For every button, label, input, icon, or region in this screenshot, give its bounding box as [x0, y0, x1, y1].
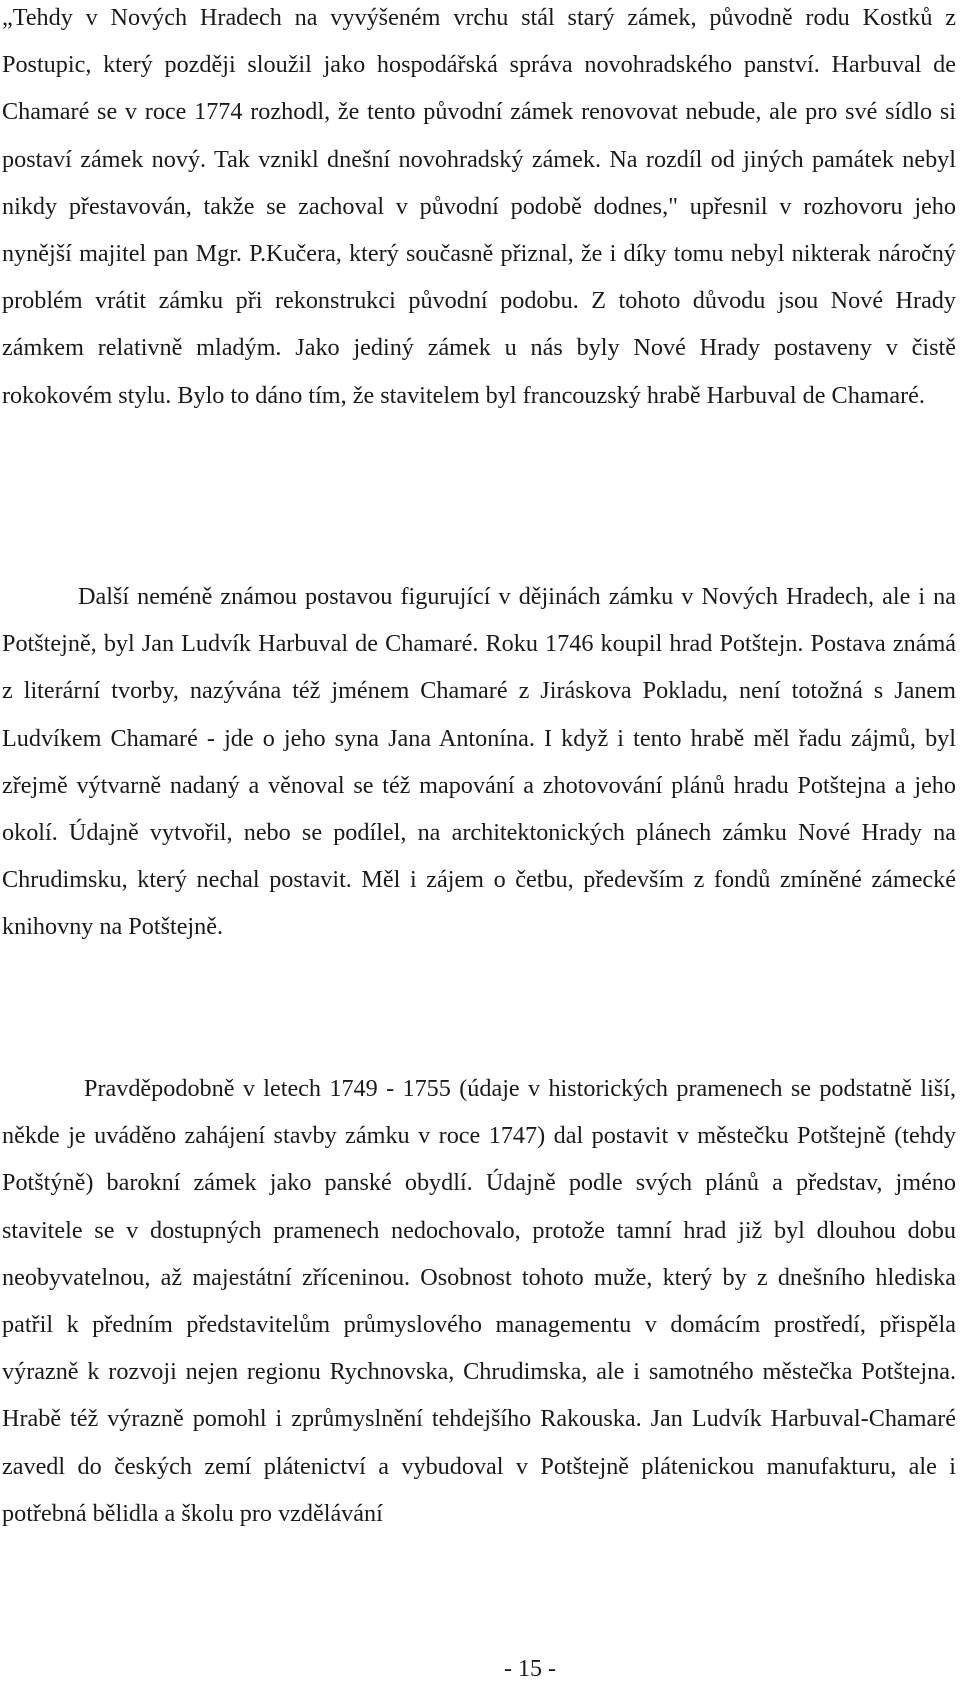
- paragraph-novohradsky-zamek: „Tehdy v Nových Hradech na vyvýšeném vrchu stál starý zámek, původně rodu Kostků z Postupic, který později sloužil jako hospodářská správa novohradského panství. Harbuval de Chamaré se v roce 1774 rozhodl, že tento původní zámek renovovat nebude, ale pro své sídlo si postaví zámek nový. Tak vznikl dnešní novohradský zámek. Na rozdíl od jiných památek nebyl nikdy přestavován, takže se zachoval v původní podobě dodnes," upřesnil v rozhovoru jeho nynější majitel pan Mgr. P.Kučera, který současně přiznal, že i díky tomu nebyl nikterak náročný problém vrátit zámku při rekonstrukci původní podobu. Z tohoto důvodu jsou Nové Hrady zámkem relativně mladým. Jako jediný zámek u nás byly Nové Hrady postaveny v čistě rokokovém stylu. Bylo to dáno tím, že stavitelem byl francouzský hrabě Harbuval de Chamaré.: [2, 4, 956, 409]
- page-number: - 15 -: [504, 1656, 556, 1682]
- paragraph-potstejn-zamek: Pravděpodobně v letech 1749 - 1755 (údaje v historických pramenech se podstatně liší, někde je uváděno zahájení stavby zámku v roce 1747) dal postavit v městečku Potštejně (tehdy Potštýně) barokní zámek jako panské obydlí. Údajně podle svých plánů a představ, jméno stavitele se v dostupných pramenech nedochovalo, protože tamní hrad již byl dlouhou dobu neobyvatelnou, až majestátní zříceninou. Osobnost tohoto muže, který by z dnešního hlediska patřil k předním představitelům průmyslového managementu v domácím prostředí, přispěla výrazně k rozvoji nejen regionu Rychnovska, Chrudimska, ale i samotného městečka Potštejna. Hrabě též výrazně pomohl i zprůmyslnění tehdejšího Rakouska. Jan Ludvík Harbuval-Chamaré zavedl do českých zemí plátenictví a vybudoval v Potštejně plátenickou manufakturu, ale i potřebná bělidla a školu pro vzdělávání: [2, 1075, 956, 1527]
- paragraph-jan-ludvik-harbuval: Další neméně známou postavou figurující v dějinách zámku v Nových Hradech, ale i na Potštejně, byl Jan Ludvík Harbuval de Chamaré. Roku 1746 koupil hrad Potštejn. Postava známá z literární tvorby, nazývána též jménem Chamaré z Jiráskova Pokladu, není totožná s Janem Ludvíkem Chamaré - jde o jeho syna Jana Antonína. I když i tento hrabě měl řadu zájmů, byl zřejmě výtvarně nadaný a věnoval se též mapování a zhotovování plánů hradu Potštejna a jeho okolí. Údajně vytvořil, nebo se podílel, na architektonických plánech zámku Nové Hrady na Chrudimsku, který nechal postavit. Měl i zájem o četbu, především z fondů zmíněné zámecké knihovny na Potštejně.: [2, 583, 956, 941]
